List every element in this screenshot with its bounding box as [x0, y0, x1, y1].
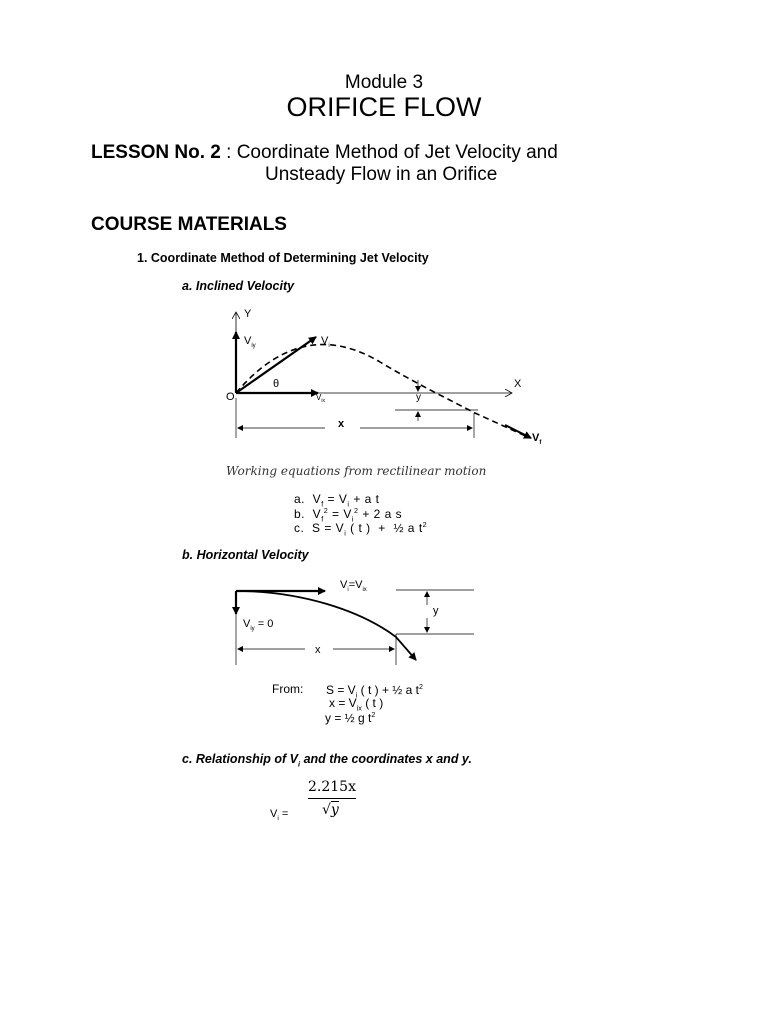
b-equation-2: $x = V_{ix}$ ( t ) [329, 696, 384, 713]
lesson-sep: : [220, 142, 237, 163]
x-axis-label: X [514, 378, 522, 390]
part-c-heading: c. Relationship of $V_i$ and the coordinates x and y. [182, 752, 472, 769]
trajectory [236, 345, 530, 438]
b-equation-3: y = ½ g $t^2$ [325, 710, 376, 725]
horizontal-velocity-diagram [236, 579, 474, 665]
b-x-label: x [315, 644, 321, 656]
lesson-title-line2: Unsteady Flow in an Orifice [265, 164, 498, 185]
equations-caption: Working equations from rectilinear motion [226, 464, 487, 478]
equation-c: c. $S = V_i$ ( t ) + ½ a $t^2$ [294, 520, 428, 538]
subsection-heading: 1. Coordinate Method of Determining Jet Velocity [137, 251, 429, 265]
module-label: Module 3 [344, 72, 424, 93]
y-axis-label: Y [244, 308, 252, 320]
theta-label: θ [273, 378, 280, 390]
equation-a: a. $V_f = V_i + a$ t [294, 492, 380, 509]
b-vi-vix-label: $V_i=V_{ix}$ [340, 579, 367, 593]
b-y-label: y [433, 605, 439, 617]
sqrt-icon: √ [322, 802, 331, 818]
fraction-bar [308, 798, 356, 799]
y-dim-label: y [416, 392, 421, 403]
b-viy-label: $V_{iy} = 0$ [243, 618, 274, 632]
vix-label: $V_{ix}$ [316, 393, 325, 404]
part-a-heading: a. Inclined Velocity [182, 279, 295, 293]
part-b-heading: b. Horizontal Velocity [182, 548, 309, 562]
formula-numerator: 2.215x [308, 779, 356, 795]
page-title: ORIFICE FLOW [286, 92, 482, 122]
origin-label: O [226, 391, 235, 403]
from-label: From: [272, 682, 304, 696]
section-heading: COURSE MATERIALS [91, 214, 287, 235]
lesson-label: LESSON No. 2 [91, 142, 221, 163]
formula-lhs: $V_i$ = [270, 808, 289, 823]
vi-label: $V_i$ [321, 335, 330, 349]
formula-denominator: √y [322, 802, 339, 818]
x-dim-label: x [338, 418, 345, 430]
vf-vector [505, 425, 531, 438]
equation-b: b. $V_f^2 = V_i^2 + 2$ a s [294, 506, 403, 524]
viy-label: $V_{iy}$ [244, 335, 256, 349]
lesson-title-line1: Coordinate Method of Jet Velocity and [236, 142, 558, 163]
b-equation-1: $S = V_i$ ( t ) + ½ a $t^2$ [326, 682, 423, 700]
vf-label: $V_f$ [532, 432, 542, 446]
